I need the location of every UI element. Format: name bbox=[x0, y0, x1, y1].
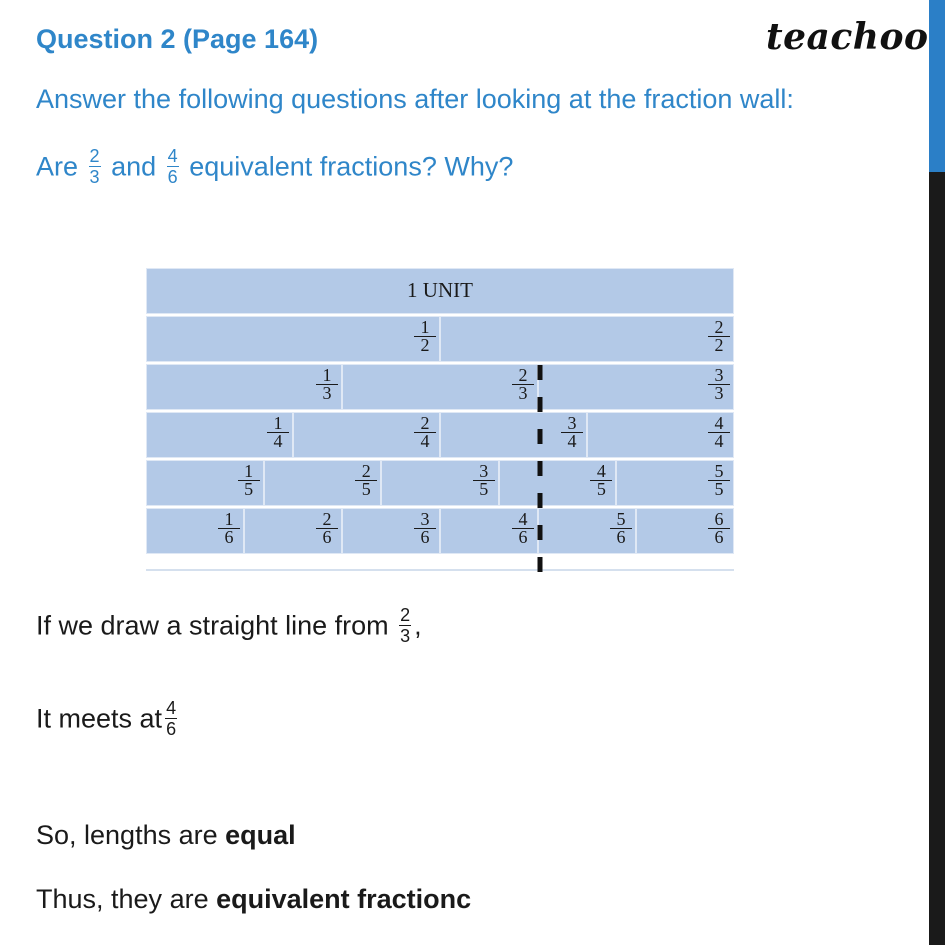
fraction-four-sixths: $\frac{4}{6}$ bbox=[167, 146, 178, 187]
teachoo-logo: teachoo bbox=[766, 16, 929, 58]
wall-label-denominator: 3 bbox=[512, 384, 534, 402]
wall-fraction-label bbox=[414, 511, 436, 546]
question-line bbox=[36, 148, 513, 189]
scrollbar-thumb[interactable] bbox=[929, 0, 945, 172]
wall-label-numerator: 2 bbox=[714, 317, 724, 337]
wall-label-denominator: 5 bbox=[238, 480, 260, 498]
wall-label-denominator: 6 bbox=[708, 528, 730, 546]
wall-label-numerator: 1 bbox=[273, 413, 283, 433]
wall-fraction-label bbox=[708, 415, 730, 450]
wall-label-denominator: 3 bbox=[316, 384, 338, 402]
wall-fraction-label bbox=[512, 367, 534, 402]
wall-fraction-label bbox=[316, 367, 338, 402]
wall-fraction-label bbox=[316, 511, 338, 546]
wall-unit-label: 1 UNIT bbox=[407, 278, 473, 302]
wall-label-numerator: 3 bbox=[714, 365, 724, 385]
wall-label-denominator: 4 bbox=[708, 432, 730, 450]
wall-label-numerator: 2 bbox=[518, 365, 528, 385]
wall-label-numerator: 4 bbox=[518, 509, 528, 529]
wall-label-numerator: 1 bbox=[244, 461, 254, 481]
answer-conclusion-bold: equivalent fractionc bbox=[216, 884, 472, 914]
wall-fraction-label bbox=[610, 511, 632, 546]
wall-label-denominator: 5 bbox=[590, 480, 612, 498]
wall-label-denominator: 6 bbox=[610, 528, 632, 546]
wall-label-denominator: 6 bbox=[316, 528, 338, 546]
question-title: Question 2 (Page 164) bbox=[36, 24, 319, 54]
wall-label-denominator: 5 bbox=[473, 480, 495, 498]
wall-label-denominator: 5 bbox=[708, 480, 730, 498]
wall-row-2 bbox=[146, 315, 734, 363]
dashed-guide-line bbox=[537, 365, 543, 587]
wall-fraction-label bbox=[218, 511, 240, 546]
wall-label-denominator: 6 bbox=[512, 528, 534, 546]
wall-label-numerator: 2 bbox=[361, 461, 371, 481]
wall-fraction-label bbox=[473, 463, 495, 498]
wall-fraction-label bbox=[414, 319, 436, 354]
wall-label-denominator: 4 bbox=[414, 432, 436, 450]
wall-label-denominator: 6 bbox=[414, 528, 436, 546]
wall-label-denominator: 4 bbox=[561, 432, 583, 450]
wall-row-6 bbox=[146, 507, 734, 555]
wall-label-numerator: 2 bbox=[420, 413, 430, 433]
wall-cell bbox=[342, 364, 538, 410]
wall-label-denominator: 4 bbox=[267, 432, 289, 450]
wall-label-denominator: 5 bbox=[355, 480, 377, 498]
fraction-two-thirds: $\frac{2}{3}$ bbox=[89, 146, 100, 187]
answer-line-3: So, lengths are equal bbox=[36, 820, 296, 850]
wall-label-numerator: 3 bbox=[420, 509, 430, 529]
question-suffix: equivalent fractions? Why? bbox=[189, 151, 514, 182]
answer-line-1: If we draw a straight line from $\frac{2}{3}$ , bbox=[36, 605, 422, 646]
wall-label-numerator: 6 bbox=[714, 509, 724, 529]
wall-fraction-label bbox=[561, 415, 583, 450]
wall-label-numerator: 4 bbox=[714, 413, 724, 433]
wall-label-denominator: 2 bbox=[708, 336, 730, 354]
answer-equal-bold: equal bbox=[225, 820, 296, 850]
answer-fraction-two-thirds: $\frac{2}{3}$ bbox=[400, 605, 411, 646]
wall-label-numerator: 1 bbox=[420, 317, 430, 337]
wall-fraction-label bbox=[267, 415, 289, 450]
wall-fraction-label bbox=[590, 463, 612, 498]
answer-fraction-four-sixths: $\frac{4}{6}$ bbox=[166, 698, 177, 739]
wall-fraction-label bbox=[708, 463, 730, 498]
answer-line-4: Thus, they are equivalent fractionc bbox=[36, 884, 472, 914]
wall-row-4 bbox=[146, 411, 734, 459]
question-intro: Answer the following questions after looking at the fraction wall: bbox=[36, 84, 794, 114]
fraction-wall bbox=[146, 267, 734, 571]
question-prefix: Are bbox=[36, 151, 79, 182]
wall-row-5 bbox=[146, 459, 734, 507]
wall-label-numerator: 3 bbox=[567, 413, 577, 433]
wall-label-numerator: 5 bbox=[616, 509, 626, 529]
wall-baseline bbox=[146, 569, 734, 571]
wall-fraction-label bbox=[414, 415, 436, 450]
wall-row-3 bbox=[146, 363, 734, 411]
wall-label-numerator: 1 bbox=[322, 365, 332, 385]
wall-fraction-label bbox=[708, 511, 730, 546]
wall-fraction-label bbox=[708, 367, 730, 402]
wall-cell bbox=[146, 316, 440, 362]
wall-label-denominator: 2 bbox=[414, 336, 436, 354]
question-joiner: and bbox=[111, 151, 157, 182]
wall-label-denominator: 3 bbox=[708, 384, 730, 402]
wall-label-numerator: 4 bbox=[596, 461, 606, 481]
wall-fraction-label bbox=[238, 463, 260, 498]
wall-cell bbox=[146, 364, 342, 410]
wall-label-numerator: 3 bbox=[479, 461, 489, 481]
wall-fraction-label bbox=[355, 463, 377, 498]
wall-row-unit bbox=[146, 267, 734, 315]
wall-fraction-label bbox=[708, 319, 730, 354]
answer-line-2: It meets at $\frac{4}{6}$ bbox=[36, 698, 177, 739]
wall-cell bbox=[538, 364, 734, 410]
wall-fraction-label bbox=[512, 511, 534, 546]
wall-label-numerator: 5 bbox=[714, 461, 724, 481]
wall-label-denominator: 6 bbox=[218, 528, 240, 546]
wall-label-numerator: 1 bbox=[224, 509, 234, 529]
wall-label-numerator: 2 bbox=[322, 509, 332, 529]
wall-cell bbox=[440, 316, 734, 362]
